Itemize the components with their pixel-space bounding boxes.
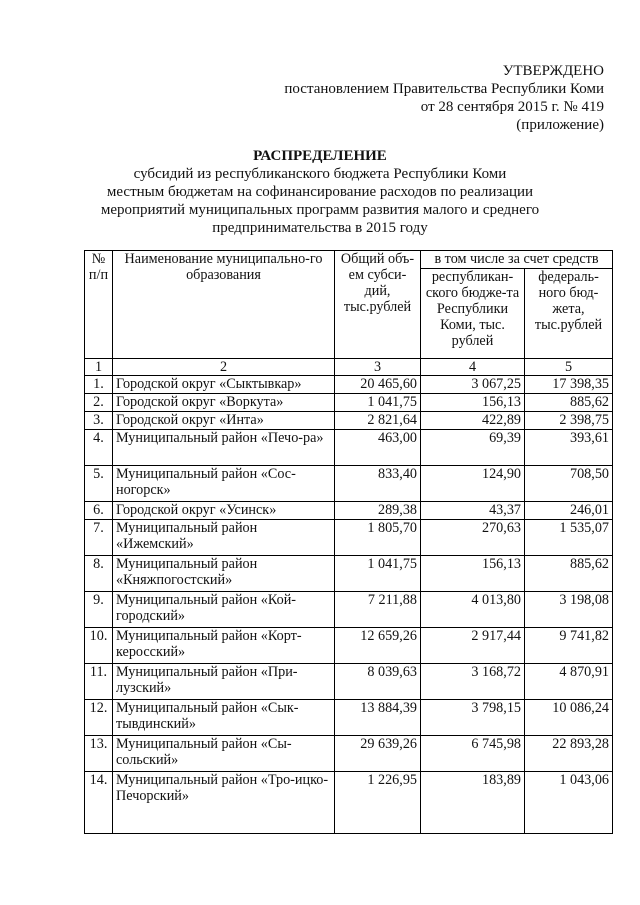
table-row bbox=[85, 592, 613, 628]
row-number: 9. bbox=[85, 592, 113, 628]
total-subsidy: 20 465,60 bbox=[335, 376, 421, 394]
municipality-name: Муниципальный район «Княжпогостский» bbox=[113, 556, 335, 592]
row-number: 7. bbox=[85, 520, 113, 556]
municipality-name: Муниципальный район «Сы-сольский» bbox=[113, 736, 335, 772]
republic-budget: 6 745,98 bbox=[421, 736, 525, 772]
row-number: 11. bbox=[85, 664, 113, 700]
republic-budget: 69,39 bbox=[421, 430, 525, 466]
municipality-name: Городской округ «Воркута» bbox=[113, 394, 335, 412]
federal-budget: 1 535,07 bbox=[525, 520, 613, 556]
header-republic: республикан-ского бюдже-та Республики Коми, тыс. рублей bbox=[421, 269, 525, 359]
federal-budget: 17 398,35 bbox=[525, 376, 613, 394]
row-number: 14. bbox=[85, 772, 113, 834]
row-number: 6. bbox=[85, 502, 113, 520]
republic-budget: 422,89 bbox=[421, 412, 525, 430]
republic-budget: 270,63 bbox=[421, 520, 525, 556]
document-title bbox=[0, 147, 640, 237]
republic-budget: 43,37 bbox=[421, 502, 525, 520]
municipality-name: Муниципальный район «Тро-ицко-Печорский» bbox=[113, 772, 335, 834]
municipality-name: Муниципальный район «Сос-ногорск» bbox=[113, 466, 335, 502]
row-number: 4. bbox=[85, 430, 113, 466]
index-cell: 4 bbox=[421, 359, 525, 376]
header-num: № п/п bbox=[85, 251, 113, 359]
municipality-name: Городской округ «Инта» bbox=[113, 412, 335, 430]
table-row bbox=[85, 556, 613, 592]
table-row bbox=[85, 628, 613, 664]
total-subsidy: 1 041,75 bbox=[335, 556, 421, 592]
republic-budget: 124,90 bbox=[421, 466, 525, 502]
approval-annex: (приложение) bbox=[516, 117, 604, 133]
municipality-name: Муниципальный район «Сык-тывдинский» bbox=[113, 700, 335, 736]
republic-budget: 3 798,15 bbox=[421, 700, 525, 736]
federal-budget: 246,01 bbox=[525, 502, 613, 520]
municipality-name: Городской округ «Усинск» bbox=[113, 502, 335, 520]
row-number: 1. bbox=[85, 376, 113, 394]
table-row bbox=[85, 700, 613, 736]
municipality-name: Муниципальный район «Корт-керосский» bbox=[113, 628, 335, 664]
approval-resolution: постановлением Правительства Республики Коми bbox=[284, 81, 604, 97]
table-row bbox=[85, 736, 613, 772]
republic-budget: 3 067,25 bbox=[421, 376, 525, 394]
municipality-name: Муниципальный район «Печо-ра» bbox=[113, 430, 335, 466]
approval-approved: УТВЕРЖДЕНО bbox=[502, 63, 604, 79]
republic-budget: 3 168,72 bbox=[421, 664, 525, 700]
row-number: 3. bbox=[85, 412, 113, 430]
republic-budget: 4 013,80 bbox=[421, 592, 525, 628]
table-row bbox=[85, 664, 613, 700]
title-line-2: местным бюджетам на софинансирование расходов по реализации bbox=[106, 184, 534, 200]
total-subsidy: 463,00 bbox=[335, 430, 421, 466]
municipality-name: Городской округ «Сыктывкар» bbox=[113, 376, 335, 394]
table-row bbox=[85, 394, 613, 412]
table-row bbox=[85, 430, 613, 466]
federal-budget: 2 398,75 bbox=[525, 412, 613, 430]
index-cell: 1 bbox=[85, 359, 113, 376]
total-subsidy: 1 226,95 bbox=[335, 772, 421, 834]
row-number: 5. bbox=[85, 466, 113, 502]
index-cell: 3 bbox=[335, 359, 421, 376]
row-number: 13. bbox=[85, 736, 113, 772]
federal-budget: 885,62 bbox=[525, 556, 613, 592]
republic-budget: 156,13 bbox=[421, 394, 525, 412]
total-subsidy: 1 805,70 bbox=[335, 520, 421, 556]
approval-date-number: от 28 сентября 2015 г. № 419 bbox=[420, 99, 604, 115]
title-line-4: предпринимательства в 2015 году bbox=[212, 220, 428, 236]
republic-budget: 183,89 bbox=[421, 772, 525, 834]
total-subsidy: 13 884,39 bbox=[335, 700, 421, 736]
total-subsidy: 7 211,88 bbox=[335, 592, 421, 628]
total-subsidy: 2 821,64 bbox=[335, 412, 421, 430]
title-line-1: субсидий из республиканского бюджета Республики Коми bbox=[133, 166, 507, 182]
table-row bbox=[85, 502, 613, 520]
total-subsidy: 12 659,26 bbox=[335, 628, 421, 664]
federal-budget: 10 086,24 bbox=[525, 700, 613, 736]
federal-budget: 393,61 bbox=[525, 430, 613, 466]
row-number: 12. bbox=[85, 700, 113, 736]
total-subsidy: 833,40 bbox=[335, 466, 421, 502]
table-row bbox=[85, 466, 613, 502]
row-number: 8. bbox=[85, 556, 113, 592]
total-subsidy: 289,38 bbox=[335, 502, 421, 520]
header-total: Общий объ-ем субси-дий, тыс.рублей bbox=[335, 251, 421, 359]
index-row bbox=[85, 359, 613, 376]
federal-budget: 885,62 bbox=[525, 394, 613, 412]
header-name: Наименование муниципально-го образования bbox=[113, 251, 335, 359]
row-number: 10. bbox=[85, 628, 113, 664]
municipality-name: Муниципальный район «Ижемский» bbox=[113, 520, 335, 556]
total-subsidy: 29 639,26 bbox=[335, 736, 421, 772]
table-row bbox=[85, 412, 613, 430]
federal-budget: 1 043,06 bbox=[525, 772, 613, 834]
federal-budget: 22 893,28 bbox=[525, 736, 613, 772]
republic-budget: 2 917,44 bbox=[421, 628, 525, 664]
table-row bbox=[85, 520, 613, 556]
subsidy-table bbox=[84, 250, 613, 834]
approval-stamp bbox=[284, 62, 604, 134]
table-row bbox=[85, 772, 613, 834]
row-number: 2. bbox=[85, 394, 113, 412]
header-federal: федераль-ного бюд-жета, тыс.рублей bbox=[525, 269, 613, 359]
header-group: в том числе за счет средств bbox=[421, 251, 613, 269]
index-cell: 5 bbox=[525, 359, 613, 376]
index-cell: 2 bbox=[113, 359, 335, 376]
federal-budget: 3 198,08 bbox=[525, 592, 613, 628]
federal-budget: 708,50 bbox=[525, 466, 613, 502]
title-line-3: мероприятий муниципальных программ развития малого и среднего bbox=[100, 202, 540, 218]
total-subsidy: 1 041,75 bbox=[335, 394, 421, 412]
title-heading: РАСПРЕДЕЛЕНИЕ bbox=[253, 148, 387, 164]
total-subsidy: 8 039,63 bbox=[335, 664, 421, 700]
municipality-name: Муниципальный район «Кой-городский» bbox=[113, 592, 335, 628]
republic-budget: 156,13 bbox=[421, 556, 525, 592]
municipality-name: Муниципальный район «При-лузский» bbox=[113, 664, 335, 700]
table-row bbox=[85, 376, 613, 394]
federal-budget: 4 870,91 bbox=[525, 664, 613, 700]
federal-budget: 9 741,82 bbox=[525, 628, 613, 664]
